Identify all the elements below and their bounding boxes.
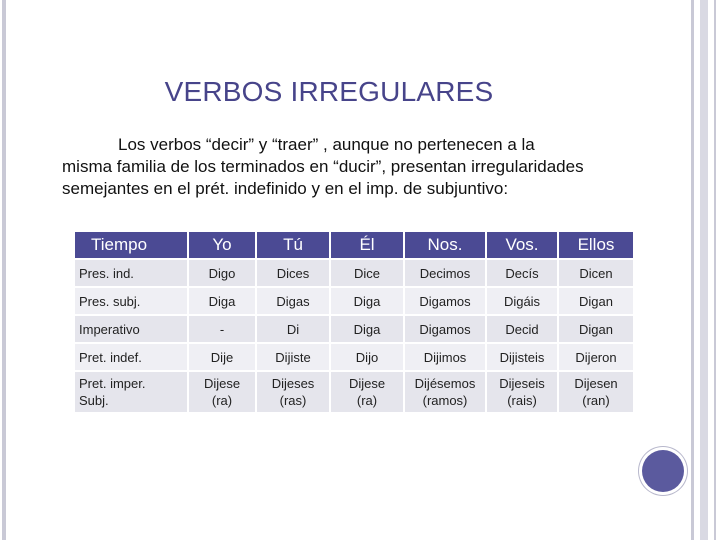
table-cell: Decid [487, 316, 557, 342]
tense-label: Pres. ind. [75, 260, 187, 286]
table-cell: Dije [189, 344, 255, 370]
slide-title: VERBOS IRREGULARES [164, 76, 494, 107]
table-cell: Diga [189, 288, 255, 314]
table-cell: Dice [331, 260, 403, 286]
table-cell [189, 372, 255, 412]
header-yo: Yo [189, 232, 255, 258]
table-row [75, 288, 633, 314]
cell-line: (ra) [211, 393, 233, 408]
header-tu: Tú [257, 232, 329, 258]
table-cell: Digan [559, 316, 633, 342]
right-frame-bar [714, 0, 716, 540]
cell-line: Dijese [348, 376, 386, 391]
table-cell: Dijeron [559, 344, 633, 370]
table-cell: Decimos [405, 260, 485, 286]
cell-line: (rais) [507, 393, 537, 408]
conjugation-table [73, 230, 635, 414]
cell-line: Dijese [203, 376, 241, 391]
paragraph-line: Los verbos “decir” y “traer” , aunque no pertenecen a la [118, 135, 535, 154]
table-cell [405, 372, 485, 412]
table-cell: Digan [559, 288, 633, 314]
header-el: Él [331, 232, 403, 258]
tense-label: Pres. subj. [75, 288, 187, 314]
table-cell: - [189, 316, 255, 342]
header-nos: Nos. [405, 232, 485, 258]
table-row [75, 372, 633, 412]
table-cell: Dijiste [257, 344, 329, 370]
tense-label: Pret. indef. [75, 344, 187, 370]
table-cell [487, 372, 557, 412]
table-cell: Di [257, 316, 329, 342]
table-cell [257, 372, 329, 412]
header-ellos: Ellos [559, 232, 633, 258]
table-cell: Dicen [559, 260, 633, 286]
table-cell: Digo [189, 260, 255, 286]
table-row [75, 316, 633, 342]
cell-line: Pret. imper. [79, 376, 146, 391]
table-cell: Diga [331, 288, 403, 314]
header-vos: Vos. [487, 232, 557, 258]
cell-line: Dijesen [574, 376, 618, 391]
cell-line: (ran) [582, 393, 610, 408]
tense-label: Imperativo [75, 316, 187, 342]
table-cell [559, 372, 633, 412]
tense-label [75, 372, 187, 412]
table-cell [331, 372, 403, 412]
table-cell: Dijo [331, 344, 403, 370]
table-cell: Decís [487, 260, 557, 286]
table-row [75, 344, 633, 370]
cell-line: Dijésemos [414, 376, 476, 391]
table-cell: Dijisteis [487, 344, 557, 370]
table-cell: Digáis [487, 288, 557, 314]
right-frame-bar [691, 0, 694, 540]
cell-line: Subj. [79, 393, 109, 408]
header-tiempo: Tiempo [75, 232, 187, 258]
cell-line: (ra) [356, 393, 378, 408]
decorative-circle-icon [642, 450, 684, 492]
cell-line: (ramos) [422, 393, 468, 408]
table-cell: Digamos [405, 316, 485, 342]
table-header-row [75, 232, 633, 258]
table-cell: Digas [257, 288, 329, 314]
cell-line: (ras) [279, 393, 307, 408]
table-cell: Diga [331, 316, 403, 342]
cell-line: Dijeses [271, 376, 315, 391]
intro-paragraph [62, 134, 662, 200]
paragraph-line: misma familia de los terminados en “ducir”, presentan irregularidades [62, 157, 584, 176]
right-frame-bar [700, 0, 708, 540]
table-cell: Dices [257, 260, 329, 286]
table-cell: Dijimos [405, 344, 485, 370]
table-cell: Digamos [405, 288, 485, 314]
table-row [75, 260, 633, 286]
cell-line: Dijeseis [499, 376, 545, 391]
paragraph-line: semejantes en el prét. indefinido y en el imp. de subjuntivo: [62, 179, 509, 198]
